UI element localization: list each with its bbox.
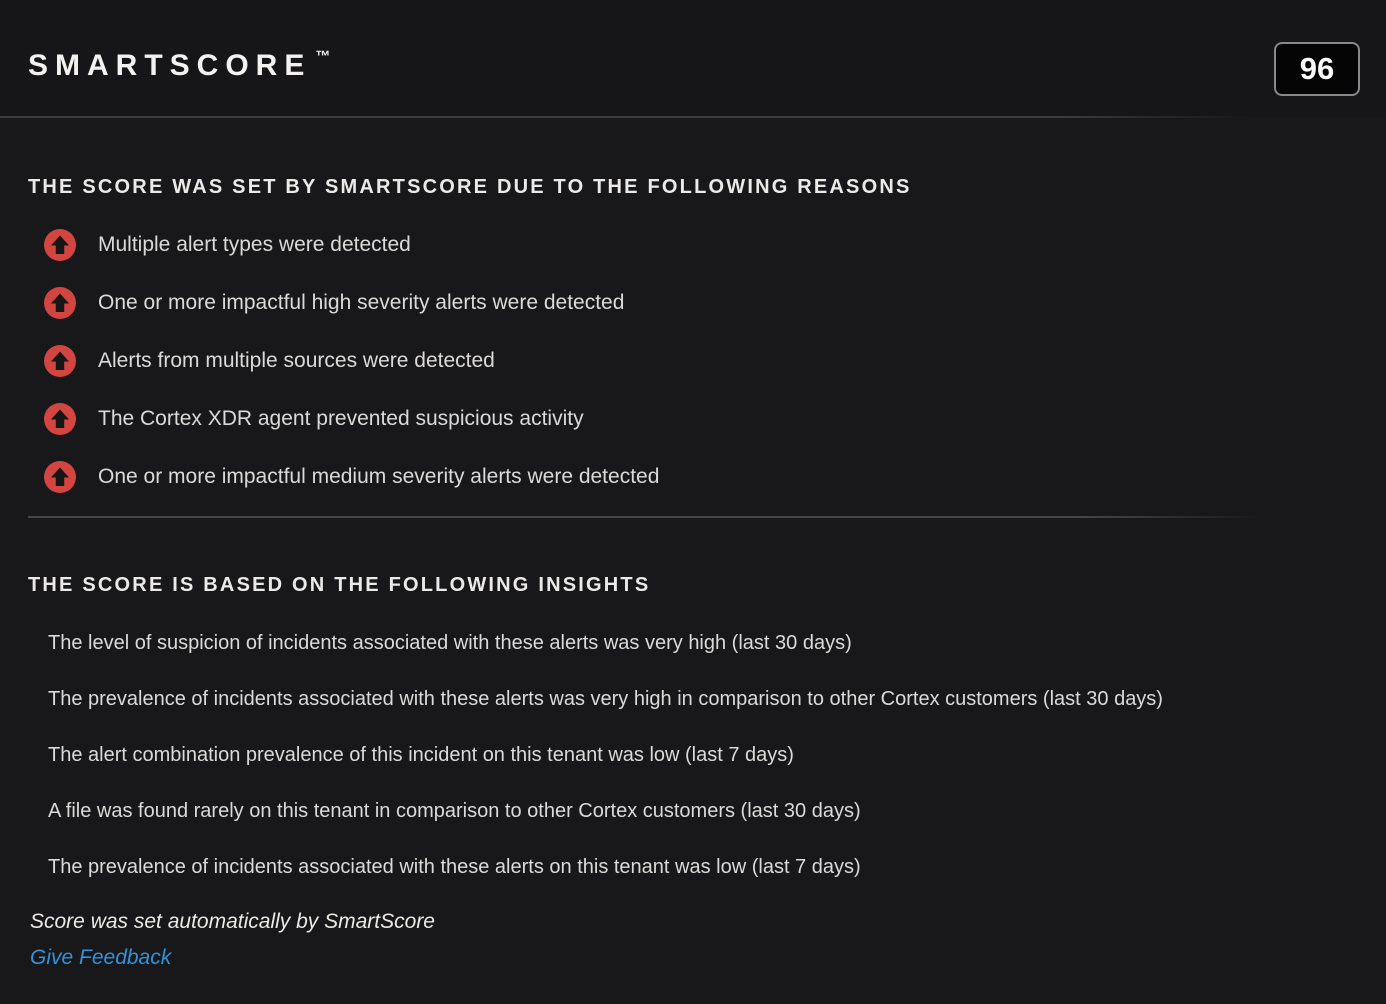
page-title-text: SMARTSCORE bbox=[28, 49, 312, 82]
header-divider bbox=[0, 116, 1250, 118]
reason-text: Alerts from multiple sources were detected bbox=[98, 349, 495, 372]
insight-text: The level of suspicion of incidents associated with these alerts was very high (last 30 days) bbox=[48, 632, 852, 654]
score-increase-arrow-icon bbox=[44, 287, 76, 319]
smartscore-header bbox=[0, 0, 1386, 117]
score-increase-arrow-icon bbox=[44, 403, 76, 435]
insight-text: The prevalence of incidents associated with these alerts was very high in comparison to other Cortex customers (last 30 days) bbox=[48, 688, 1163, 710]
reasons-section-heading: THE SCORE WAS SET BY SMARTSCORE DUE TO THE FOLLOWING REASONS bbox=[28, 176, 912, 198]
reason-text: One or more impactful medium severity alerts were detected bbox=[98, 465, 660, 488]
insight-text: The prevalence of incidents associated with these alerts on this tenant was low (last 7 days) bbox=[48, 856, 861, 878]
reason-row bbox=[44, 216, 659, 274]
score-increase-arrow-icon bbox=[44, 345, 76, 377]
auto-set-note: Score was set automatically by SmartScore bbox=[30, 910, 435, 933]
insight-text: A file was found rarely on this tenant in comparison to other Cortex customers (last 30 days) bbox=[48, 800, 861, 822]
reason-text: The Cortex XDR agent prevented suspicious activity bbox=[98, 407, 584, 430]
insight-text: The alert combination prevalence of this incident on this tenant was low (last 7 days) bbox=[48, 744, 794, 766]
score-value: 96 bbox=[1299, 51, 1335, 86]
insights-list bbox=[48, 615, 1163, 895]
reason-row bbox=[44, 274, 659, 332]
reason-text: One or more impactful high severity alerts were detected bbox=[98, 291, 625, 314]
page-title bbox=[28, 48, 331, 83]
reason-text: Multiple alert types were detected bbox=[98, 233, 411, 256]
trademark-symbol: ™ bbox=[315, 48, 332, 65]
reasons-list bbox=[44, 216, 659, 506]
reason-row bbox=[44, 448, 659, 506]
insights-section-heading: THE SCORE IS BASED ON THE FOLLOWING INSIGHTS bbox=[28, 574, 651, 596]
score-increase-arrow-icon bbox=[44, 461, 76, 493]
reason-row bbox=[44, 332, 659, 390]
reason-row bbox=[44, 390, 659, 448]
score-badge bbox=[1274, 42, 1360, 96]
score-increase-arrow-icon bbox=[44, 229, 76, 261]
give-feedback-link[interactable]: Give Feedback bbox=[30, 946, 172, 969]
section-divider bbox=[28, 516, 1264, 518]
